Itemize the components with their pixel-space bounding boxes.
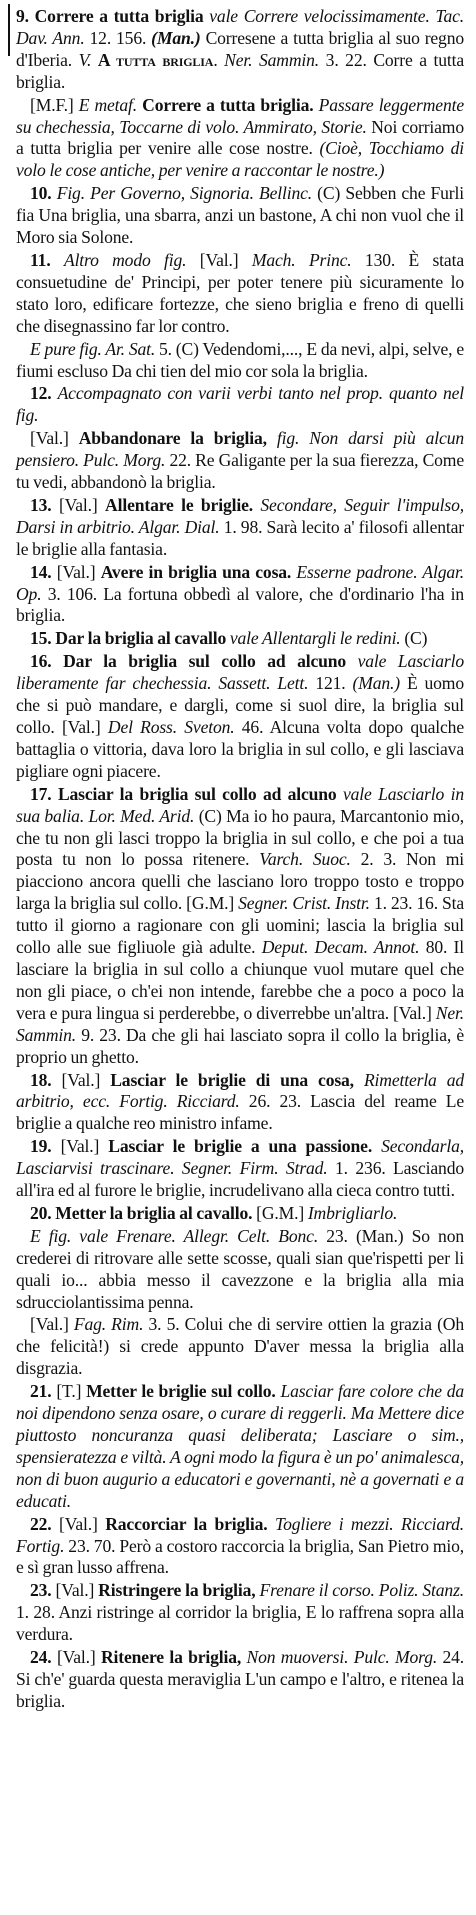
dictionary-entry bbox=[16, 183, 464, 249]
entry-text-run: E fig. vale Frenare. Allegr. Celt. Bonc. bbox=[30, 1225, 327, 1246]
entry-text-run: 9. 23. Da che gli hai lasciato sopra il collo la briglia, è proprio un ghetto. bbox=[16, 1024, 464, 1067]
margin-rule bbox=[8, 4, 10, 56]
dictionary-entry bbox=[16, 495, 464, 561]
entry-text-run: Rimetterla ad arbitrio, ecc. Fortig. Ricciard. bbox=[16, 1069, 464, 1112]
entry-text-run: Del Ross. Sveton. bbox=[107, 717, 242, 737]
entry-text-run: Raccorciar la briglia. bbox=[105, 1513, 276, 1534]
entry-text-run: Passare leggermente su chechessia, Toccarne di volo. Ammirato, Storie. bbox=[16, 94, 464, 137]
entry-text-run: V. bbox=[78, 49, 98, 70]
entry-text-run: (C) Ma io ho paura, Marcantonio mio, che tu non gli lasci troppo la briglia in sul collo, e che poi a tua posta tu non lo possa ritenere. bbox=[16, 805, 464, 870]
entry-text-run: Esserne padrone. Algar. Op. bbox=[16, 561, 464, 604]
entry-text-run: (Cioè, Tocchiamo di volo le cose antiche, per venire a raccontar le nostre.) bbox=[16, 138, 465, 181]
entry-text-run: Abbandonare la briglia, bbox=[78, 428, 277, 449]
entry-text-run: 10. bbox=[30, 183, 57, 204]
dictionary-entry bbox=[16, 1226, 464, 1314]
dictionary-entry bbox=[16, 1314, 464, 1380]
entry-text-run: 11. bbox=[30, 249, 64, 270]
entry-text-run: [G.M.] bbox=[256, 1202, 308, 1223]
entry-text-run: [Val.] bbox=[30, 1314, 74, 1335]
entry-text-run: Frenare il corso. Poliz. Stanz. bbox=[259, 1580, 465, 1601]
entry-text-run: (C) Sebben che Furli fia Una briglia, una sbarra, anzi un bastone, A chi non vuol che il Moro sia Solone. bbox=[16, 183, 464, 248]
entry-text-run: [Val.] bbox=[58, 494, 106, 515]
entry-text-run: 22. bbox=[30, 1513, 60, 1534]
entry-text-run: Altro modo fig. bbox=[63, 249, 200, 270]
entry-text-run: Accompagnato con varii verbi tanto nel prop. quanto nel fig. bbox=[16, 383, 464, 426]
entry-text-run: 13. bbox=[30, 494, 59, 515]
entry-text-run: A tutta briglia bbox=[97, 49, 214, 70]
entry-text-run: 12. bbox=[30, 383, 58, 404]
entry-text-run: vale Lasciarlo liberamente far chechessia. Sassett. Lett. bbox=[16, 651, 464, 694]
dictionary-entry bbox=[16, 1580, 464, 1646]
entry-text-run: E metaf. bbox=[78, 94, 143, 115]
dictionary-entry bbox=[16, 628, 464, 650]
dictionary-entry bbox=[16, 95, 464, 183]
dictionary-entry bbox=[16, 383, 464, 427]
entry-text-run: (Man.) bbox=[151, 27, 206, 48]
entry-text-run: [Val.] bbox=[60, 1136, 109, 1157]
entry-text-run: [Val.] bbox=[199, 249, 252, 270]
entry-text-run: 46. Alcuna volta dopo qualche battaglia o vittoria, dava loro la briglia in sul collo, e gli lasciava pigliare ogni piacere. bbox=[16, 717, 464, 781]
entry-text-run: 2. 3. Non mi piacciono ancora quelli che lasciano loro troppo tosto e troppo larga la briglia sul collo. [G.M.] bbox=[16, 849, 464, 914]
entry-text-run: Non muoversi. Pulc. Morg. bbox=[246, 1647, 443, 1668]
entry-text-run: Lasciar le briglie a una passione. bbox=[108, 1136, 382, 1157]
entry-text-run: 121. bbox=[315, 673, 353, 694]
entry-text-run: Lasciar le briglie di una cosa, bbox=[110, 1069, 364, 1090]
dictionary-entry bbox=[16, 250, 464, 338]
dictionary-entry bbox=[16, 6, 464, 94]
entry-text-run: Ritenere la briglia, bbox=[101, 1647, 247, 1668]
entry-text-run: [M.F.] bbox=[30, 94, 79, 115]
entry-text-run: Secondare, Seguir l'impulso, Darsi in arbitrio. Algar. Dial. bbox=[16, 494, 465, 537]
entry-text-run: 14. bbox=[30, 561, 57, 582]
dictionary-entry bbox=[16, 1136, 464, 1202]
entry-text-run: E pure fig. Ar. Sat. bbox=[30, 338, 160, 359]
entry-text-run: 3. 5. Colui che di servire ottien la grazia (Oh che felicità!) si crede appunto D'aver messa la briglia alla disgrazia. bbox=[16, 1314, 464, 1379]
entry-text-run: Imbrigliarlo. bbox=[307, 1202, 398, 1223]
entry-text-run: 12. 156. bbox=[89, 27, 152, 48]
entry-text-run: 26. 23. Lascia del reame Le briglie a qualche reo ministro infame. bbox=[16, 1091, 465, 1134]
dictionary-entry bbox=[16, 1647, 464, 1713]
entry-text-run: [Val.] bbox=[30, 428, 79, 449]
entry-text-run: Varch. Suoc. bbox=[259, 849, 361, 870]
dictionary-entry bbox=[16, 1381, 464, 1512]
entry-text-run: Correre a tutta briglia. bbox=[142, 94, 319, 115]
entry-text-run: [Val.] bbox=[59, 1513, 106, 1534]
entry-text-run: 22. Re Galigante per la sua fierezza, Come tu vedi, abbandonò la briglia. bbox=[16, 450, 464, 493]
dictionary-entry bbox=[16, 651, 464, 782]
entry-text-run: È uomo che si può mandare, e dargli, come si suol dire, la briglia sul collo. [Val.] bbox=[16, 673, 464, 737]
entry-text-run: 1. 98. Sarà lecito a' filosofi allentar le briglie alla fantasia. bbox=[16, 516, 464, 559]
entry-text-run: Segner. Crist. Instr. bbox=[238, 893, 374, 914]
entry-text-run: 20. Metter la briglia al cavallo. bbox=[30, 1202, 257, 1223]
dictionary-entry bbox=[16, 1514, 464, 1580]
entry-list bbox=[16, 6, 464, 1713]
entry-text-run: . bbox=[213, 49, 225, 70]
entry-text-run: 9. Correre a tutta briglia bbox=[16, 6, 210, 26]
entry-text-run: vale Lasciarlo in sua balia. Lor. Med. Arid. bbox=[16, 783, 464, 826]
entry-text-run: [Val.] bbox=[56, 1647, 101, 1668]
dictionary-entry bbox=[16, 1203, 464, 1225]
entry-text-run: fig. Non darsi più alcun pensiero. Pulc. Morg. bbox=[16, 428, 464, 471]
entry-text-run: 23. 70. Però a costoro raccorcia la briglia, San Pietro mio, e sì gran lusso affrena. bbox=[16, 1535, 465, 1578]
entry-text-run: 23. bbox=[30, 1580, 56, 1601]
entry-text-run: 3. 106. La fortuna obbedì al valore, che d'ordinario l'ha in briglia. bbox=[16, 583, 464, 626]
entry-text-run: 24. Si ch'e' guarda questa meraviglia L'un campo e l'altro, e ritenea la briglia. bbox=[16, 1647, 465, 1711]
entry-text-run: 21. bbox=[30, 1381, 57, 1402]
entry-text-run: Lasciar fare colore che da noi dipendono senza osare, o curare di reggerli. Ma Mettere dice piuttosto noncuranza quasi deliberata; Lasciare o sim., spensieratezza e viltà. A ogni modo la figura è un po' animalesca, non di buon augurio a educatori e governanti, nè a governati e a educati. bbox=[16, 1381, 464, 1511]
entry-text-run: (Man.) bbox=[352, 673, 407, 694]
entry-text-run: [T.] bbox=[56, 1381, 87, 1402]
entry-text-run: 17. Lasciar la briglia sul collo ad alcuno bbox=[30, 783, 343, 804]
entry-text-run: [Val.] bbox=[61, 1069, 111, 1090]
dictionary-entry bbox=[16, 784, 464, 1069]
entry-text-run: Allentare le briglie. bbox=[105, 494, 261, 515]
entry-text-run: 15. Dar la briglia al cavallo bbox=[30, 628, 230, 649]
entry-text-run: Ner. Sammin. bbox=[224, 49, 326, 70]
entry-text-run: 3. 22. Corre a tutta briglia. bbox=[16, 49, 465, 92]
entry-text-run: Ner. Sammin. bbox=[16, 1002, 464, 1045]
entry-text-run: [Val.] bbox=[56, 561, 101, 582]
entry-text-run: Avere in briglia una cosa. bbox=[100, 561, 297, 582]
entry-text-run: 5. (C) Vedendomi,..., E da nevi, alpi, selve, e fiumi escluso Da chi tien del mio cor sola la briglia. bbox=[16, 338, 464, 381]
entry-text-run: (C) bbox=[404, 628, 428, 649]
entry-text-run: 1. 28. Anzi ristringe al corridor la briglia, E lo raffrena sopra alla verdura. bbox=[16, 1602, 464, 1645]
dictionary-entry bbox=[16, 339, 464, 383]
entry-text-run: 80. Il lasciare la briglia in sul collo a chiunque vuol mutare quel che non gli piace, o ch'ei non intende, farebbe che a poco a poco la vera e pura lingua si perderebbe, o diverrebbe un'altra. [Val.] bbox=[16, 937, 465, 1023]
entry-text-run: Fag. Rim. bbox=[73, 1314, 149, 1335]
entry-text-run: [Val.] bbox=[55, 1580, 99, 1601]
entry-text-run: Fig. Per Governo, Signoria. Bellinc. bbox=[56, 183, 318, 204]
entry-text-run: vale Correre velocissimamente. Tac. Dav. Ann. bbox=[16, 6, 465, 48]
entry-text-run: Ristringere la briglia, bbox=[98, 1580, 260, 1601]
entry-text-run: 130. È stata consuetudine de' Principi, per poter tenere più sicuramente lo stato loro, edificare fortezze, che sieno briglia e freno di quelli che disegnassino far lor contro. bbox=[16, 249, 464, 336]
entry-text-run: 23. (Man.) So non crederei di ritrovare alle sette scosse, quali sian que'rispetti per li quali io... abbia messo il cavezzone e la briglia alla mia sdrucciolantissima penna. bbox=[16, 1225, 464, 1312]
entry-text-run: Secondarla, Lasciarvisi trascinare. Segner. Firm. Strad. bbox=[16, 1136, 465, 1179]
dictionary-entry bbox=[16, 428, 464, 494]
entry-text-run: Corresene a tutta briglia al suo regno d'Iberia. bbox=[16, 27, 465, 70]
dictionary-entry bbox=[16, 1070, 464, 1136]
entry-text-run: 1. 236. Lasciando all'ira ed al furore le briglie, incrudelivano alla cieca contro tutti. bbox=[16, 1158, 464, 1201]
entry-text-run: 24. bbox=[30, 1647, 57, 1668]
entry-text-run: vale Allentargli le redini. bbox=[229, 628, 405, 649]
entry-text-run: Noi corriamo a tutta briglia per venire alle cose nostre. bbox=[16, 116, 464, 159]
entry-text-run: Metter le briglie sul collo. bbox=[86, 1381, 281, 1402]
entry-text-run: Deput. Decam. Annot. bbox=[261, 937, 426, 958]
dictionary-entry bbox=[16, 562, 464, 628]
entry-text-run: Mach. Princ. bbox=[251, 249, 365, 270]
entry-text-run: Togliere i mezzi. Ricciard. Fortig. bbox=[16, 1513, 464, 1556]
entry-text-run: 16. Dar la briglia sul collo ad alcuno bbox=[30, 651, 358, 672]
entry-text-run: 19. bbox=[30, 1136, 61, 1157]
entry-text-run: 1. 23. 16. Sta tutto il giorno a ragionare con gli uomini; lascia la briglia sul collo alle sue figliuole già adulte. bbox=[16, 893, 464, 958]
entry-text-run: 18. bbox=[30, 1069, 62, 1090]
